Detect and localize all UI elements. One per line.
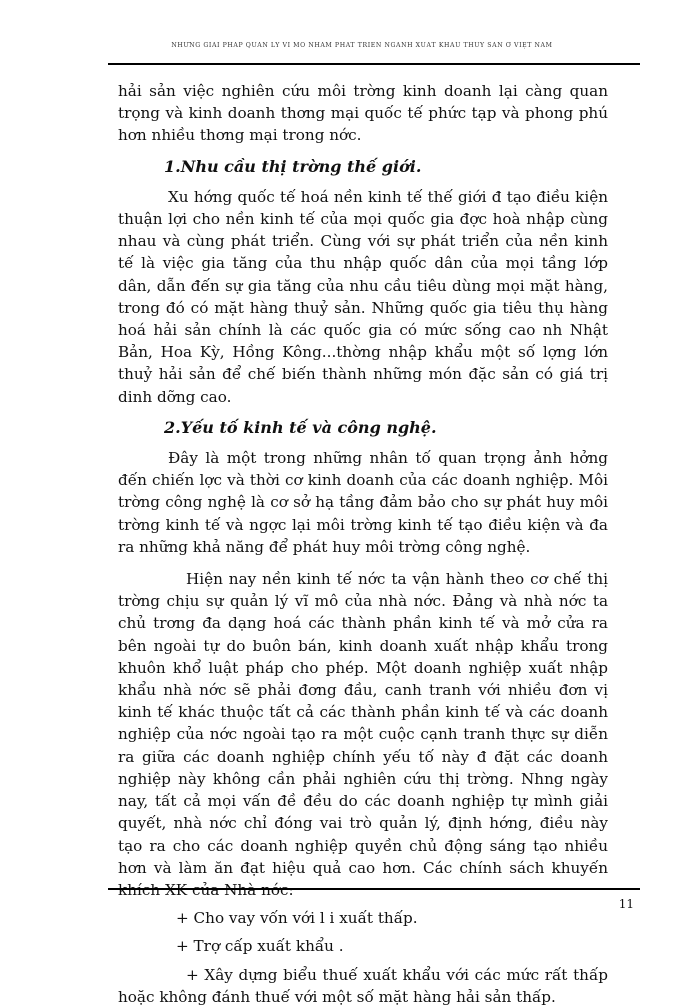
section-2-paragraph-1: Đây là một trong những nhân tố quan trọng ảnh hởng đến chiến lợc và thời cơ kinh doanh của các doanh nghiệp. Môi trờng công nghệ là cơ sở hạ tầng đảm bảo cho sự phát huy môi trờng kinh tế và ngợc lại môi trờng kinh tế tạo điều kiện và đa ra những khả năng để phát huy môi trờng công nghệ. [118, 449, 608, 556]
header-divider [108, 63, 640, 65]
document-body [118, 80, 608, 1008]
policy-list-item: + Xây dựng biểu thuế xuất khẩu với các mức rất thấp hoặc không đánh thuế với một số mặt hàng hải sản thấp. [118, 965, 608, 1006]
footer-divider [108, 888, 640, 890]
running-header: NHỮNG GIẢI PHÁP QUẢN LÝ VĨ MÔ NHẰM PHÁT TRIỂN NGÀNH XUẤT KHẨU THUỶ SẢN Ở VIỆT NAM [171, 42, 553, 49]
policy-list-item: + Cho vay vốn với l i xuất thấp. [176, 909, 418, 928]
section-2-paragraph-2: Hiện nay nền kinh tế nớc ta vận hành theo cơ chế thị trờng chịu sự quản lý vĩ mô của nhà nớc. Đảng và nhà nớc ta chủ trơng đa dạng hoá các thành phần kinh tế và mở cửa ra bên ngoài tự do buôn bán, kinh doanh xuất nhập khẩu trong khuôn khổ luật pháp cho phép. Một doanh nghiệp xuất nhập khẩu nhà nớc sẽ phải đơng đầu, canh tranh với nhiều đơn vị kinh tế khác thuộc tất cả các thành phần kinh tế và các doanh nghiệp của nớc ngoài tạo ra một cuộc cạnh tranh thực sự diễn ra giữa các doanh nghiệp chính yếu tố này đ đặt các doanh nghiệp này không cần phải nghiên cứu thị trờng. Nhng ngày nay, tất cả mọi vấn đề đều do các doanh nghiệp tự mình giải quyết, nhà nớc chỉ đóng vai trò quản lý, định hớng, điều này tạo ra cho các doanh nghiệp quyền chủ động sáng tạo nhiều hơn và làm ăn đạt hiệu quả cao hơn. Các chính sách khuyến khích XK của Nhà nớc: [118, 570, 608, 899]
page-number: 11 [618, 897, 634, 911]
policy-list-item: + Trợ cấp xuất khẩu . [176, 937, 344, 956]
section-2-heading: 2.Yếu tố kinh tế và công nghệ. [164, 417, 437, 437]
section-1-paragraph: Xu hớng quốc tế hoá nền kinh tế thế giới đ tạo điều kiện thuận lợi cho nền kinh tế của mọi quốc gia đợc hoà nhập cùng nhau và cùng phát triển. Cùng với sự phát triển của nền kinh tế là việc gia tăng của thu nhập quốc dân của mọi tầng lớp dân, dẫn đến sự gia tăng của nhu cầu tiêu dùng mọi mặt hàng, trong đó có mặt hàng thuỷ sản. Những quốc gia tiêu thụ hàng hoá hải sản chính là các quốc gia có mức sống cao nh Nhật Bản, Hoa Kỳ, Hồng Kông...thờng nhập khẩu một số lợng lớn thuỷ hải sản để chế biến thành những món đặc sản có giá trị dinh dỡng cao. [118, 187, 608, 406]
intro-continuation-paragraph: hải sản việc nghiên cứu môi trờng kinh doanh lại càng quan trọng và kinh doanh thơng mại quốc tế phức tạp và phong phú hơn nhiều thơng mại trong nớc. [118, 82, 608, 145]
section-1-heading: 1.Nhu cầu thị trờng thế giới. [164, 156, 422, 176]
